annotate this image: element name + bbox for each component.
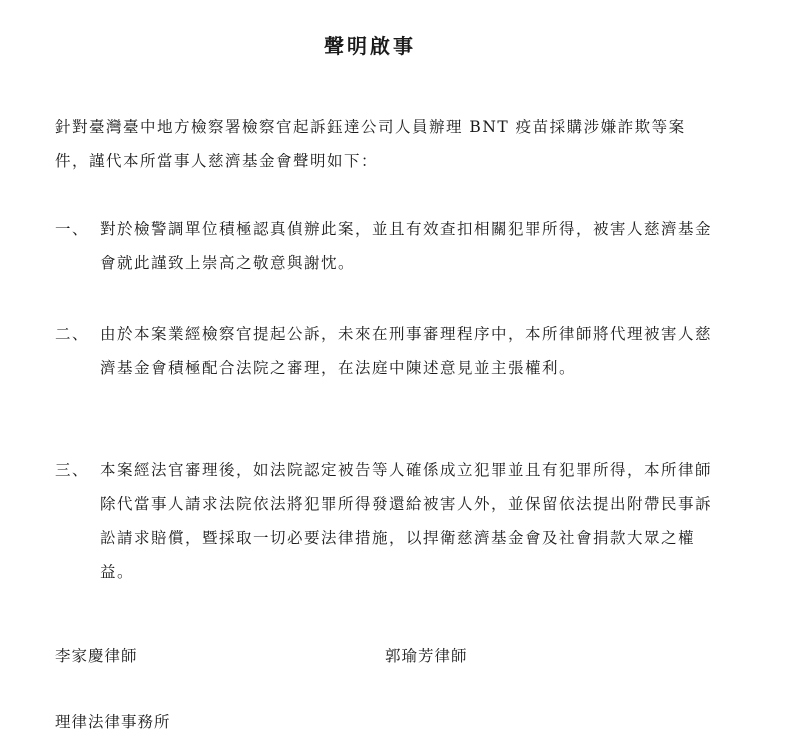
item-number: 三、 [55,461,90,479]
statement-item-3 [55,453,715,589]
item-text: 對於檢警調單位積極認真偵辦此案，並且有效查扣相關犯罪所得，被害人慈濟基金會就此謹致上崇高之敬意與謝忱。 [100,220,713,272]
signature-lawyer-1: 李家慶律師 [55,647,138,665]
item-text: 本案經法官審理後，如法院認定被告等人確係成立犯罪並且有犯罪所得，本所律師除代當事人請求法院依法將犯罪所得發還給被害人外，並保留依法提出附帶民事訴訟請求賠償，暨採取一切必要法律措施，以捍衛慈濟基金會及社會捐款大眾之權益。 [100,461,713,581]
item-number: 二、 [55,325,90,343]
document-title: 聲明啟事 [324,34,416,58]
statement-item-1 [55,212,715,280]
statement-item-2 [55,317,715,385]
law-firm-name: 理律法律事務所 [55,713,171,731]
signature-lawyer-2: 郭瑜芳律師 [385,647,468,665]
intro-paragraph: 針對臺灣臺中地方檢察署檢察官起訴鈺達公司人員辦理 BNT 疫苗採購涉嫌詐欺等案件，謹代本所當事人慈濟基金會聲明如下： [55,118,686,170]
item-number: 一、 [55,220,90,238]
item-text: 由於本案業經檢察官提起公訴，未來在刑事審理程序中，本所律師將代理被害人慈濟基金會積極配合法院之審理，在法庭中陳述意見並主張權利。 [100,325,713,377]
